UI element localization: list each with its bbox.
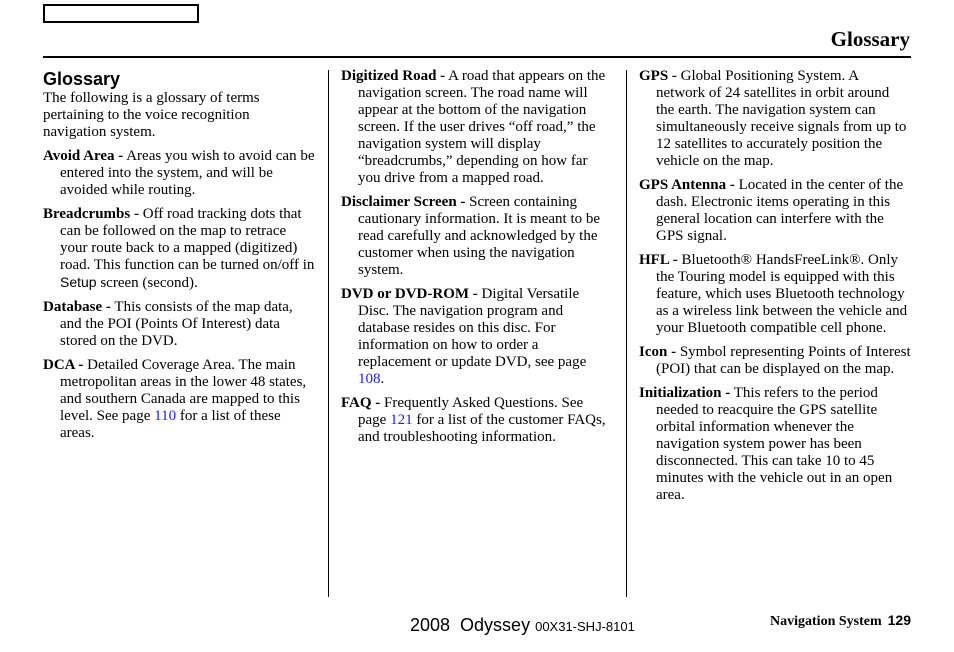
section-heading: Glossary	[43, 69, 121, 89]
glossary-entry-gps-antenna	[639, 177, 911, 245]
entry-term: Breadcrumbs -	[43, 206, 139, 222]
glossary-entry-initialization	[639, 385, 911, 504]
column-divider-1	[328, 70, 329, 597]
entry-definition: Off road tracking dots that can be followed on the map to retrace your route back to a mapped (digitized) road. This function can be turned on/off in	[60, 206, 315, 273]
footer-page-info	[770, 611, 911, 631]
entry-term: HFL -	[639, 252, 678, 268]
entry-term: Initialization -	[639, 385, 731, 401]
entry-definition: Areas you wish to avoid can be entered into the system, and will be avoided while routing.	[60, 148, 315, 198]
entry-term: Disclaimer Screen -	[341, 194, 466, 210]
glossary-entry-dca	[43, 357, 315, 442]
entry-term: DCA -	[43, 357, 84, 373]
footer-section-name: Navigation System	[770, 614, 882, 629]
glossary-entry-faq	[341, 395, 613, 446]
page-link-110[interactable]: 110	[154, 408, 177, 424]
glossary-entry-digitized-road	[341, 68, 613, 187]
entry-definition-end: screen (second).	[96, 275, 198, 291]
glossary-entry-database	[43, 299, 315, 350]
entry-definition: Global Positioning System. A network of 24 satellites in orbit around the earth. The navigation system can simultaneously receive signals from up to 12 satellites to accurately position the vehicle on the map.	[656, 68, 907, 169]
entry-definition-end: .	[380, 371, 385, 387]
entry-term: GPS -	[639, 68, 677, 84]
entry-term: GPS Antenna -	[639, 177, 735, 193]
page-title: Glossary	[830, 27, 910, 51]
entry-term: Avoid Area -	[43, 148, 124, 164]
footer-model-name: 2008 Odyssey	[410, 615, 531, 635]
glossary-entry-disclaimer-screen	[341, 194, 613, 279]
column-2	[341, 68, 613, 453]
glossary-entry-gps	[639, 68, 911, 170]
column-divider-2	[626, 70, 627, 597]
entry-definition: This consists of the map data, and the POI (Points Of Interest) data stored on the DVD.	[60, 299, 293, 349]
entry-definition: Digital Versatile Disc. The navigation program and database resides on this disc. For information on how to order a replacement or update DVD, see page	[358, 286, 587, 370]
glossary-entry-breadcrumbs	[43, 206, 315, 292]
entry-definition: Symbol representing Points of Interest (POI) that can be displayed on the map.	[656, 344, 911, 377]
column-3	[639, 68, 911, 511]
header-divider	[43, 56, 911, 58]
entry-definition: Located in the center of the dash. Electronic items operating in this general location can interfere with the GPS signal.	[656, 177, 904, 244]
entry-term: FAQ -	[341, 395, 381, 411]
entry-definition-end: for a list of these areas.	[60, 408, 281, 441]
entry-definition: Frequently Asked Questions. See page	[358, 395, 584, 428]
entry-term: DVD or DVD-ROM -	[341, 286, 478, 302]
intro-paragraph: The following is a glossary of terms pertaining to the voice recognition navigation system.	[43, 90, 260, 140]
entry-definition: Screen containing cautionary information. It is meant to be read carefully and acknowledged by the customer when using the navigation system.	[358, 194, 601, 278]
glossary-entry-icon	[639, 344, 911, 378]
setup-screen-name: Setup	[60, 274, 97, 290]
footer-part-code: 00X31-SHJ-8101	[535, 619, 635, 634]
footer-page-number: 129	[887, 612, 911, 628]
page-link-121[interactable]: 121	[390, 412, 413, 428]
page-link-108[interactable]: 108	[358, 371, 381, 387]
entry-term: Database -	[43, 299, 111, 315]
header-tab-box	[43, 4, 199, 23]
glossary-entry-dvd	[341, 286, 613, 388]
entry-definition: A road that appears on the navigation screen. The road name will appear at the bottom of the navigation screen. If the user drives “off road,” the navigation system will display “breadcrumbs,” depending on how far you drive from a mapped road.	[358, 68, 606, 186]
entry-definition-end: for a list of the customer FAQs, and troubleshooting information.	[358, 412, 606, 445]
glossary-entry-hfl	[639, 252, 911, 337]
entry-term: Digitized Road -	[341, 68, 446, 84]
entry-term: Icon -	[639, 344, 677, 360]
entry-definition: Bluetooth® HandsFreeLink®. Only the Touring model is equipped with this feature, which uses Bluetooth technology as a wireless link between the vehicle and your Bluetooth compatible cell phone.	[656, 252, 908, 336]
entry-definition: Detailed Coverage Area. The main metropolitan areas in the lower 48 states, and southern Canada are mapped to this level. See page	[60, 357, 307, 424]
glossary-entry-avoid-area	[43, 148, 315, 199]
footer-model	[410, 614, 635, 638]
column-1	[43, 68, 315, 449]
entry-definition: This refers to the period needed to reacquire the GPS satellite orbital information whenever the navigation system power has been disconnected. This can take 10 to 45 minutes with the vehicle out in an open area.	[656, 385, 893, 503]
